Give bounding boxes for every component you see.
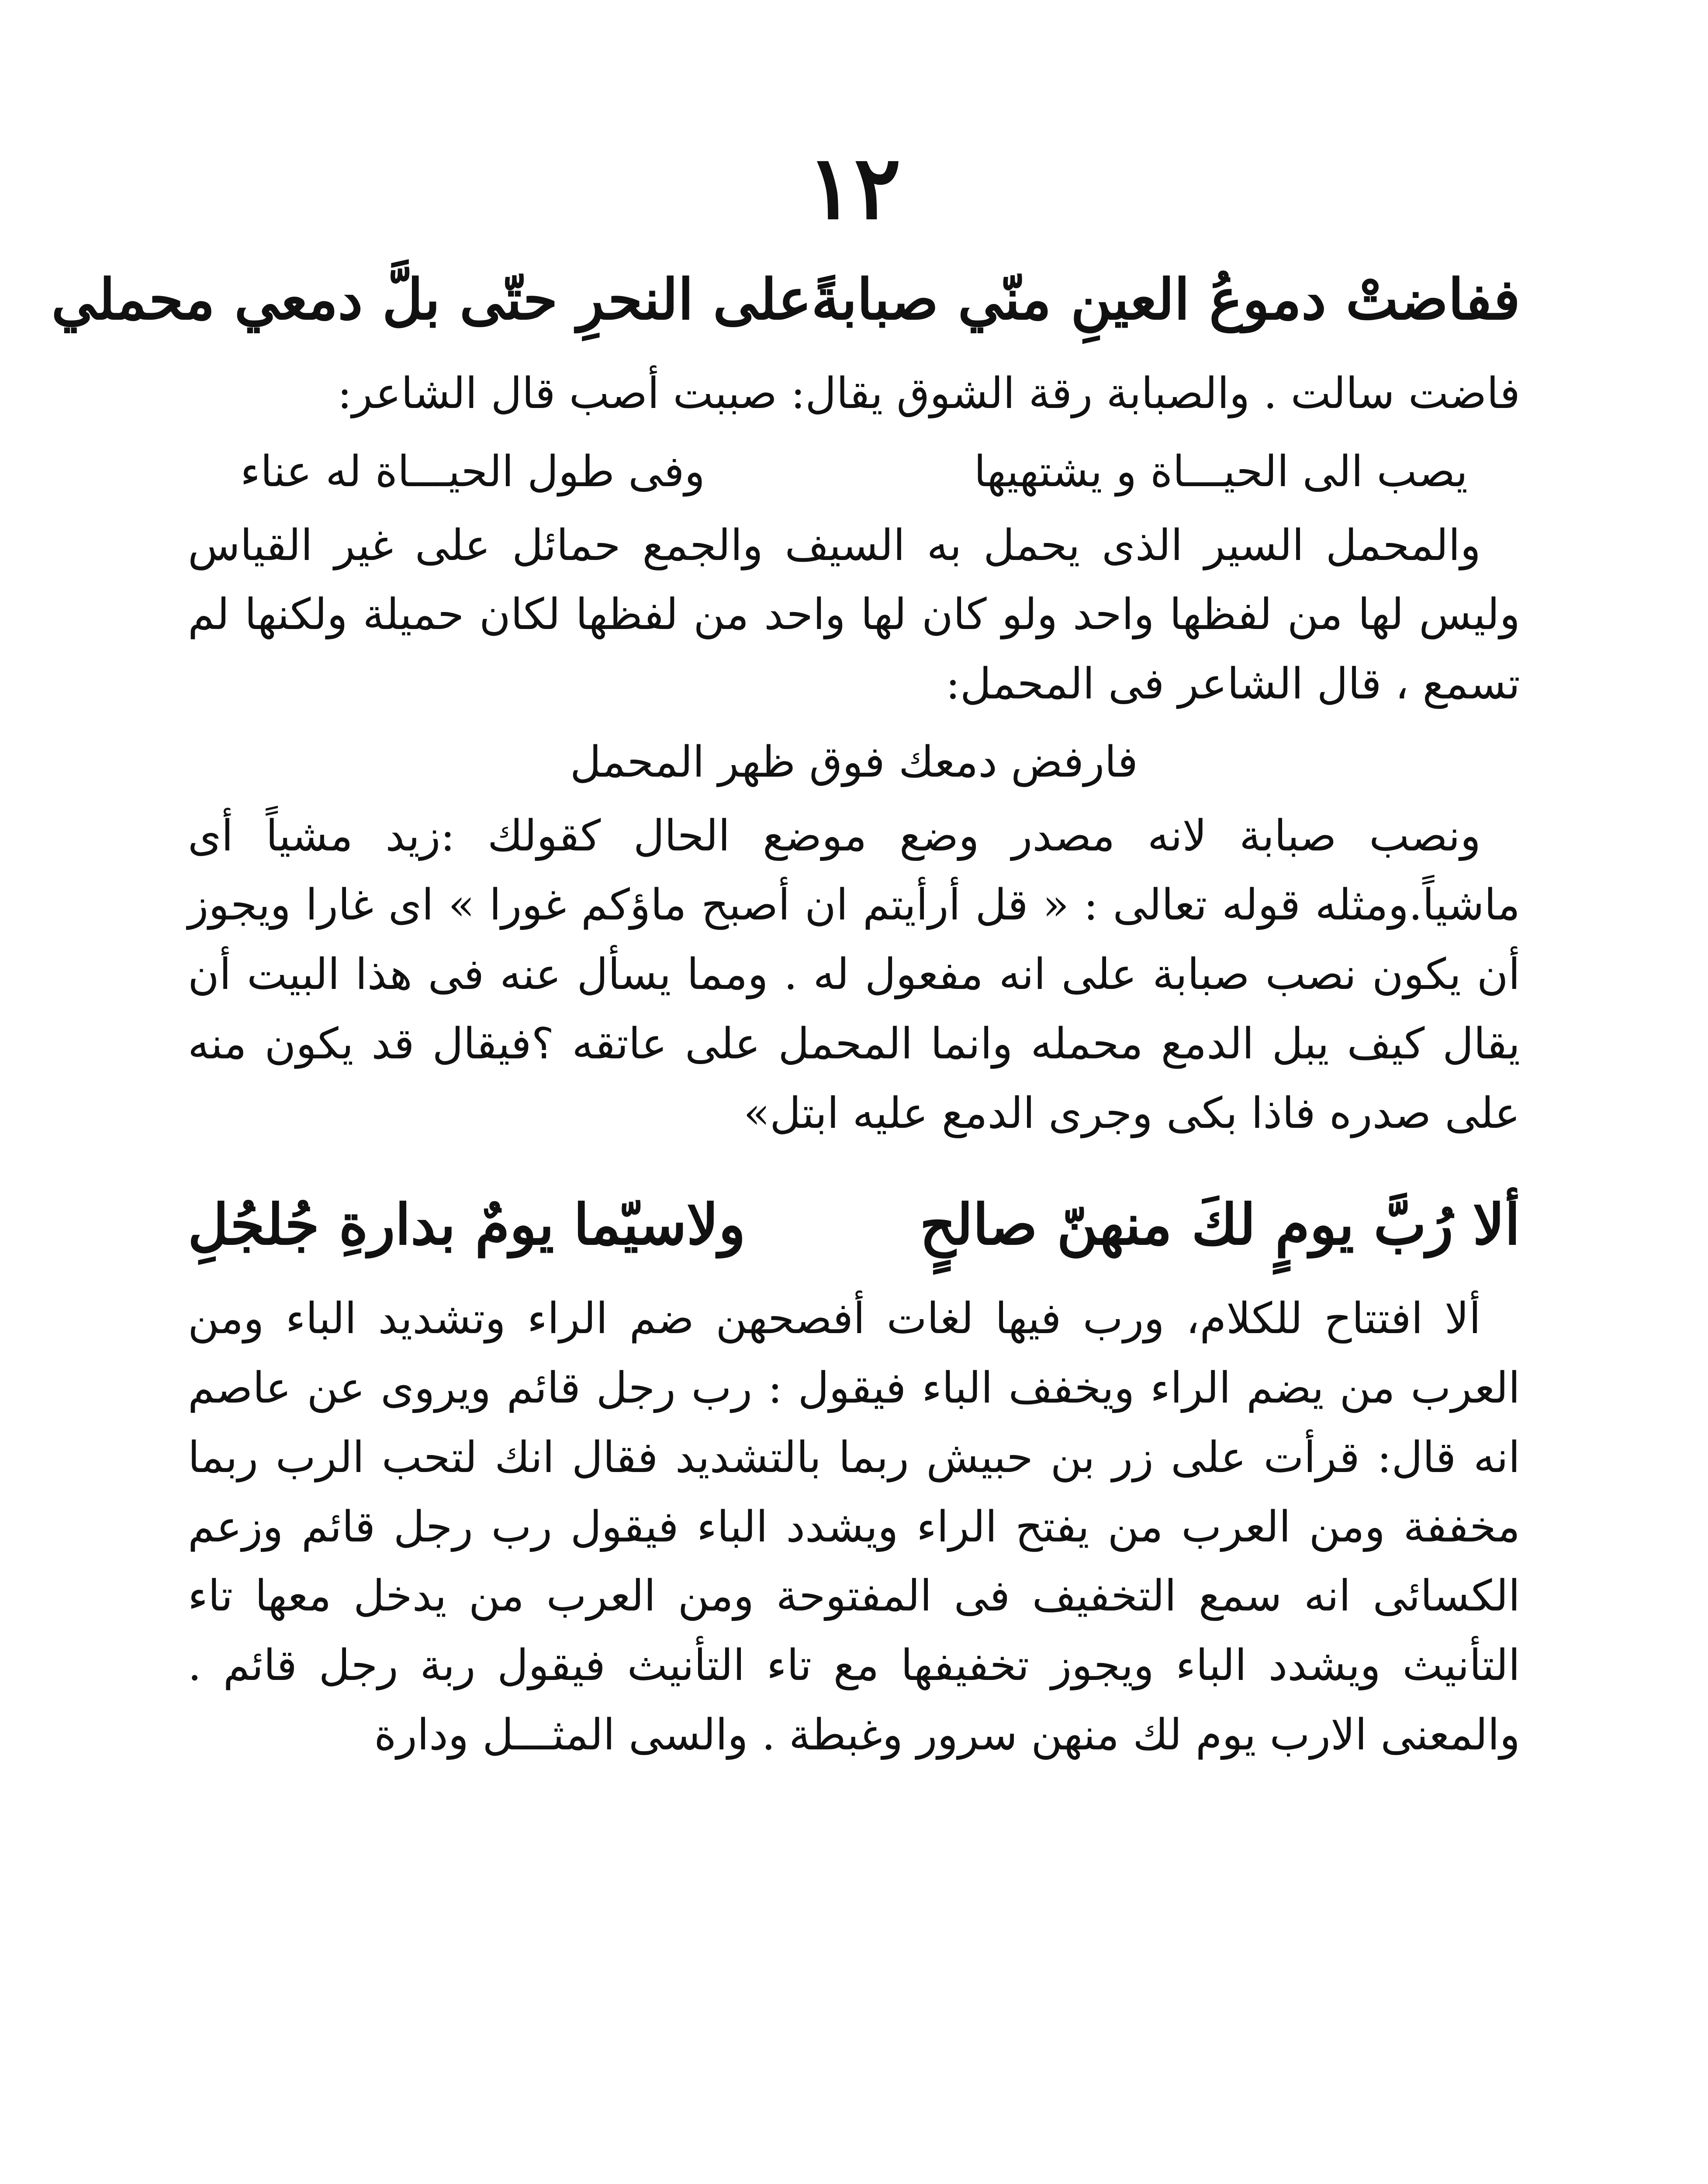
verse-2-first-hemistich: ألا رُبَّ يومٍ لكَ منهنّ صالحٍ <box>920 1192 1520 1258</box>
poem-verse-2 <box>188 1183 1520 1267</box>
commentary-paragraph-1: فاضت سالت . والصبابة رقة الشوق يقال: صببت أصب قال الشاعر: <box>337 369 1520 418</box>
commentary-paragraph-3: ونصب صبابة لانه مصدر وضع موضع الحال كقولك :زيد مشياً أى ماشياً.ومثله قوله تعالى : « قل أرأيتم ان أصبح ماؤكم غورا » اى غارا ويجوز أن يكون نصب صبابة على انه مفعول له . ومما يسأل عنه فى هذا البيت أن يقال كيف يبل الدمع محمله وانما المحمل على عاتقه ؟فيقال قد يكون منه على صدره فاذا بكى وجرى الدمع عليه ابتل» <box>188 811 1520 1138</box>
poem-verse-1 <box>51 258 1520 342</box>
verse-2-second-hemistich: ولاسيّما يومٌ بدارةِ جُلجُلِ <box>188 1192 746 1258</box>
verse-1-first-hemistich: ففاضتْ دموعُ العينِ منّي صبابةً <box>811 267 1520 332</box>
page-number: ١٢ <box>807 136 901 239</box>
commentary-paragraph-4: ألا افتتاح للكلام، ورب فيها لغات أفصحهن ضم الراء وتشديد الباء ومن العرب من يضم الراء ويخفف الباء فيقول : رب رجل قائم ويروى عن عاصم انه قال: قرأت على زر بن حبيش ربما بالتشديد فقال انك لتحب الرب ربما مخففة ومن العرب من يفتح الراء ويشدد الباء فيقول رب رجل قائم وزعم الكسائى انه سمع التخفيف فى المفتوحة ومن العرب من يدخل معها تاء التأنيث ويشدد الباء ويجوز تخفيفها مع تاء التأنيث فيقول ربة رجل قائم . والمعنى الارب يوم لك منهن سرور وغبطة . والسى المثـــل ودارة <box>188 1294 1520 1760</box>
quoted-verse-1 <box>240 437 1468 507</box>
quoted-verse-1-first-hemistich: يصب الى الحيـــاة و يشتهيها <box>974 446 1468 497</box>
verse-1-second-hemistich: على النحرِ حتّى بلَّ دمعي محملي <box>51 267 812 332</box>
commentary-paragraph-2: والمحمل السير الذى يحمل به السيف والجمع حمائل على غير القياس وليس لها من لفظها واحد ولو كان لها واحد من لفظها لكان حميلة ولكنها لم تسمع ، قال الشاعر فى المحمل: <box>188 520 1520 709</box>
quoted-hemistich-2: فارفض دمعك فوق ظهر المحمل <box>570 737 1138 787</box>
quoted-verse-1-second-hemistich: وفى طول الحيـــاة له عناء <box>240 446 705 497</box>
